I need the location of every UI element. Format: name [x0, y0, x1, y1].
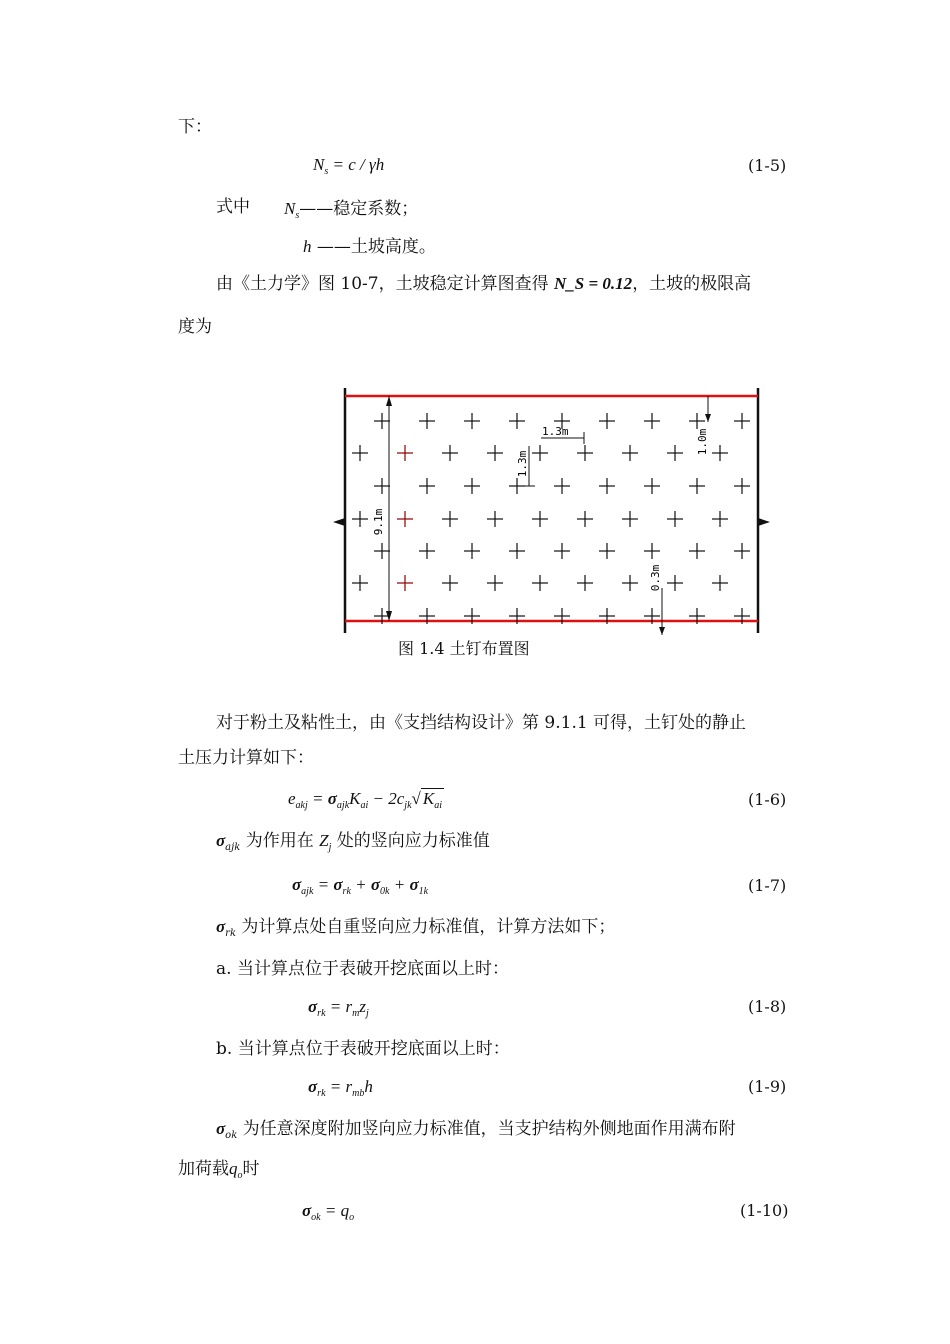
text-line: $N_s——$稳定系数； — [284, 199, 419, 221]
nail-grid — [352, 413, 750, 624]
figure-caption: 图 1.4 土钉布置图 — [398, 639, 530, 658]
text-line: a. 当计算点位于表破开挖底面以上时： — [216, 959, 509, 979]
equation-number: (1-5) — [748, 156, 787, 175]
equation-1-5: $N_s = c / \gamma h$ — [313, 155, 385, 177]
text-line: b. 当计算点位于表破开挖底面以上时： — [216, 1039, 510, 1059]
equation-1-10: $\sigma_{ok} = q_o$ — [302, 1201, 355, 1223]
equation-number: (1-6) — [748, 790, 787, 809]
dimension-label: 9.1m — [372, 508, 385, 536]
text-line: 由《土力学》图 10-7，土坡稳定计算图查得 N_S = 0.12，土坡的极限高 — [216, 274, 752, 294]
text-line: 下： — [178, 117, 212, 137]
dimension-label: 1.3m — [542, 425, 569, 438]
dimension-label: 1.0m — [696, 428, 709, 456]
text-line: 对于粉土及粘性土，由《支挡结构设计》第 9.1.1 可得，土钉处的静止 — [216, 713, 747, 733]
soil-nail-layout-diagram — [330, 380, 780, 650]
dimension-label: 0.3m — [649, 564, 662, 592]
equation-1-7: $\sigma_{ajk} = \sigma_{rk} + \sigma_{0k} + \sigma_{1k}$ — [292, 875, 429, 897]
equation-1-9: $\sigma_{rk} = r_{mb}h$ — [308, 1077, 373, 1099]
text-line: $\sigma_{ajk}$ 为作用在 $Z_j$ 处的竖向应力标准值 — [216, 831, 490, 853]
text-line: $\sigma_{rk}$ 为计算点处自重竖向应力标准值，计算方法如下； — [216, 917, 616, 939]
text-line: 加荷载$q_o$时 — [178, 1159, 260, 1181]
equation-number: (1-10) — [740, 1201, 789, 1220]
equation-number: (1-7) — [748, 876, 787, 895]
equation-number: (1-8) — [748, 997, 787, 1016]
text-line: h ——土坡高度。 — [303, 237, 436, 257]
text-line: 土压力计算如下： — [178, 748, 314, 768]
dimension-label: 1.3m — [516, 450, 529, 478]
text-line: $\sigma_{ok}$ 为任意深度附加竖向应力标准值，当支护结构外侧地面作用满布附 — [216, 1119, 736, 1141]
equation-1-6: $e_{akj} = \sigma_{ajk}K_{ai} - 2c_{jk}√$ $K_{ai}$ — [288, 789, 442, 811]
equation-number: (1-9) — [748, 1077, 787, 1096]
text-line: 式中 — [216, 197, 250, 217]
text-line: 度为 — [178, 317, 212, 337]
equation-1-8: $\sigma_{rk} = r_mz_j$ — [308, 997, 369, 1019]
